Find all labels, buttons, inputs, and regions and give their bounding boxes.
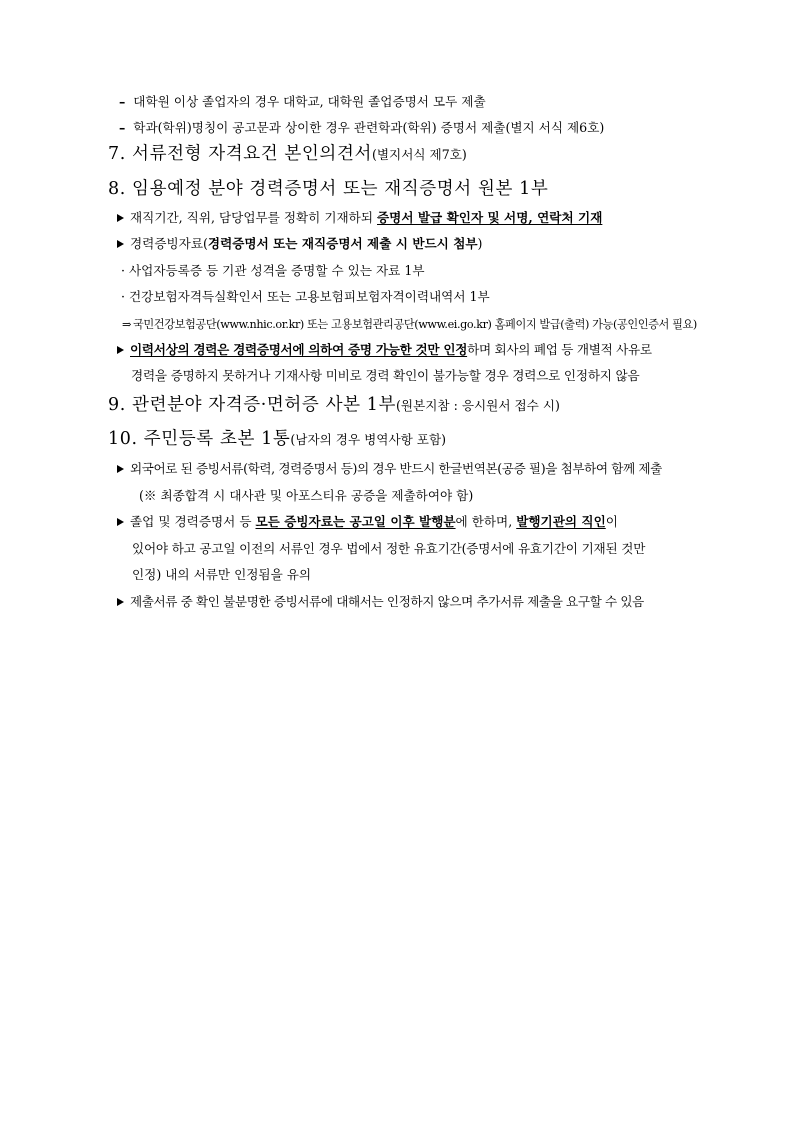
dash-bullet: – xyxy=(119,94,126,109)
list-item xyxy=(117,596,644,609)
triangle-bullet-icon xyxy=(117,465,124,473)
list-item-continuation xyxy=(132,569,311,582)
item-text: 건강보험자격득실확인서 또는 고용보험피보험자격이력내역서 1부 xyxy=(129,289,490,304)
heading-title: 8. 임용예정 분야 경력증명서 또는 재직증명서 원본 1부 xyxy=(108,179,549,199)
section-heading-10 xyxy=(108,431,446,449)
item-text: 에 한하며, xyxy=(455,514,517,529)
list-item xyxy=(119,96,486,109)
heading-note: (남자의 경우 병역사항 포함) xyxy=(290,432,447,447)
list-item xyxy=(117,238,482,251)
triangle-bullet-icon xyxy=(117,240,124,248)
list-item xyxy=(119,122,604,135)
item-text: 대학원 이상 졸업자의 경우 대학교, 대학원 졸업증명서 모두 제출 xyxy=(133,94,486,109)
list-item xyxy=(122,319,697,330)
list-item xyxy=(117,516,618,529)
list-item-continuation xyxy=(139,490,473,503)
section-heading-8 xyxy=(108,181,548,199)
list-item xyxy=(117,344,652,357)
item-text: 외국어로 된 증빙서류(학력, 경력증명서 등)의 경우 반드시 한글번역본(공증 필)을 첨부하여 함께 제출 xyxy=(130,461,662,476)
arrow-bullet-icon: ⇒ xyxy=(122,318,131,331)
heading-note: (별지서식 제7호) xyxy=(371,147,467,162)
item-emphasis: 이력서상의 경력은 경력증명서에 의하여 증명 가능한 것만 인정 xyxy=(130,342,468,357)
dot-bullet: · xyxy=(121,289,126,304)
item-text: 졸업 및 경력증명서 등 xyxy=(130,514,256,529)
dash-bullet: – xyxy=(119,120,126,135)
item-text: 사업자등록증 등 기관 성격을 증명할 수 있는 자료 1부 xyxy=(129,263,425,278)
list-item xyxy=(121,291,490,304)
section-heading-7 xyxy=(108,146,467,164)
item-text: 국민건강보험공단(www.nhic.or.kr) 또는 고용보험관리공단(www.ei.go.kr) 홈페이지 발급(출력) 가능(공인인증서 필요) xyxy=(132,318,697,331)
heading-note: (원본지참 : 응시원서 접수 시) xyxy=(396,398,560,413)
triangle-bullet-icon xyxy=(117,346,124,354)
list-item xyxy=(117,212,602,225)
item-text: 경력을 증명하지 못하거나 기재사항 미비로 경력 확인이 불가능할 경우 경력으로 인정하지 않음 xyxy=(131,368,640,383)
item-emphasis: 모든 증빙자료는 공고일 이후 발행분 xyxy=(255,514,456,529)
item-text: 하며 회사의 폐업 등 개별적 사유로 xyxy=(467,342,652,357)
item-tail: ) xyxy=(477,236,483,251)
heading-title: 9. 관련분야 자격증·면허증 사본 1부 xyxy=(108,395,397,415)
triangle-bullet-icon xyxy=(117,214,124,222)
triangle-bullet-icon xyxy=(117,598,124,606)
item-emphasis: 발행기관의 직인 xyxy=(516,514,606,529)
triangle-bullet-icon xyxy=(117,518,124,526)
section-heading-9 xyxy=(108,397,560,415)
item-text: 재직기간, 직위, 담당업무를 정확히 기재하되 xyxy=(130,210,378,225)
item-text: 경력증빙자료( xyxy=(130,236,208,251)
item-text: 학과(학위)명칭이 공고문과 상이한 경우 관련학과(학위) 증명서 제출(별지 서식 제6호) xyxy=(133,120,605,135)
list-item-continuation xyxy=(131,370,640,383)
list-item xyxy=(117,463,662,476)
item-text: 있어야 하고 공고일 이전의 서류인 경우 법에서 정한 유효기간(증명서에 유효기간이 기재된 것만 xyxy=(132,541,646,556)
list-item xyxy=(121,265,425,278)
item-text: 인정) 내의 서류만 인정됨을 유의 xyxy=(132,567,312,582)
item-emphasis: 경력증명서 또는 재직증명서 제출 시 반드시 첨부 xyxy=(207,236,478,251)
heading-title: 10. 주민등록 초본 1통 xyxy=(108,429,291,449)
item-emphasis: 증명서 발급 확인자 및 서명, 연락처 기재 xyxy=(377,210,603,225)
dot-bullet: · xyxy=(121,263,126,278)
item-text: 이 xyxy=(605,514,618,529)
heading-title: 7. 서류전형 자격요건 본인의견서 xyxy=(108,144,372,164)
list-item-continuation xyxy=(132,543,645,556)
item-text: 제출서류 중 확인 불분명한 증빙서류에 대해서는 인정하지 않으며 추가서류 제출을 요구할 수 있음 xyxy=(130,594,644,609)
item-text: (※ 최종합격 시 대사관 및 아포스티유 공증을 제출하여야 함) xyxy=(139,488,474,503)
